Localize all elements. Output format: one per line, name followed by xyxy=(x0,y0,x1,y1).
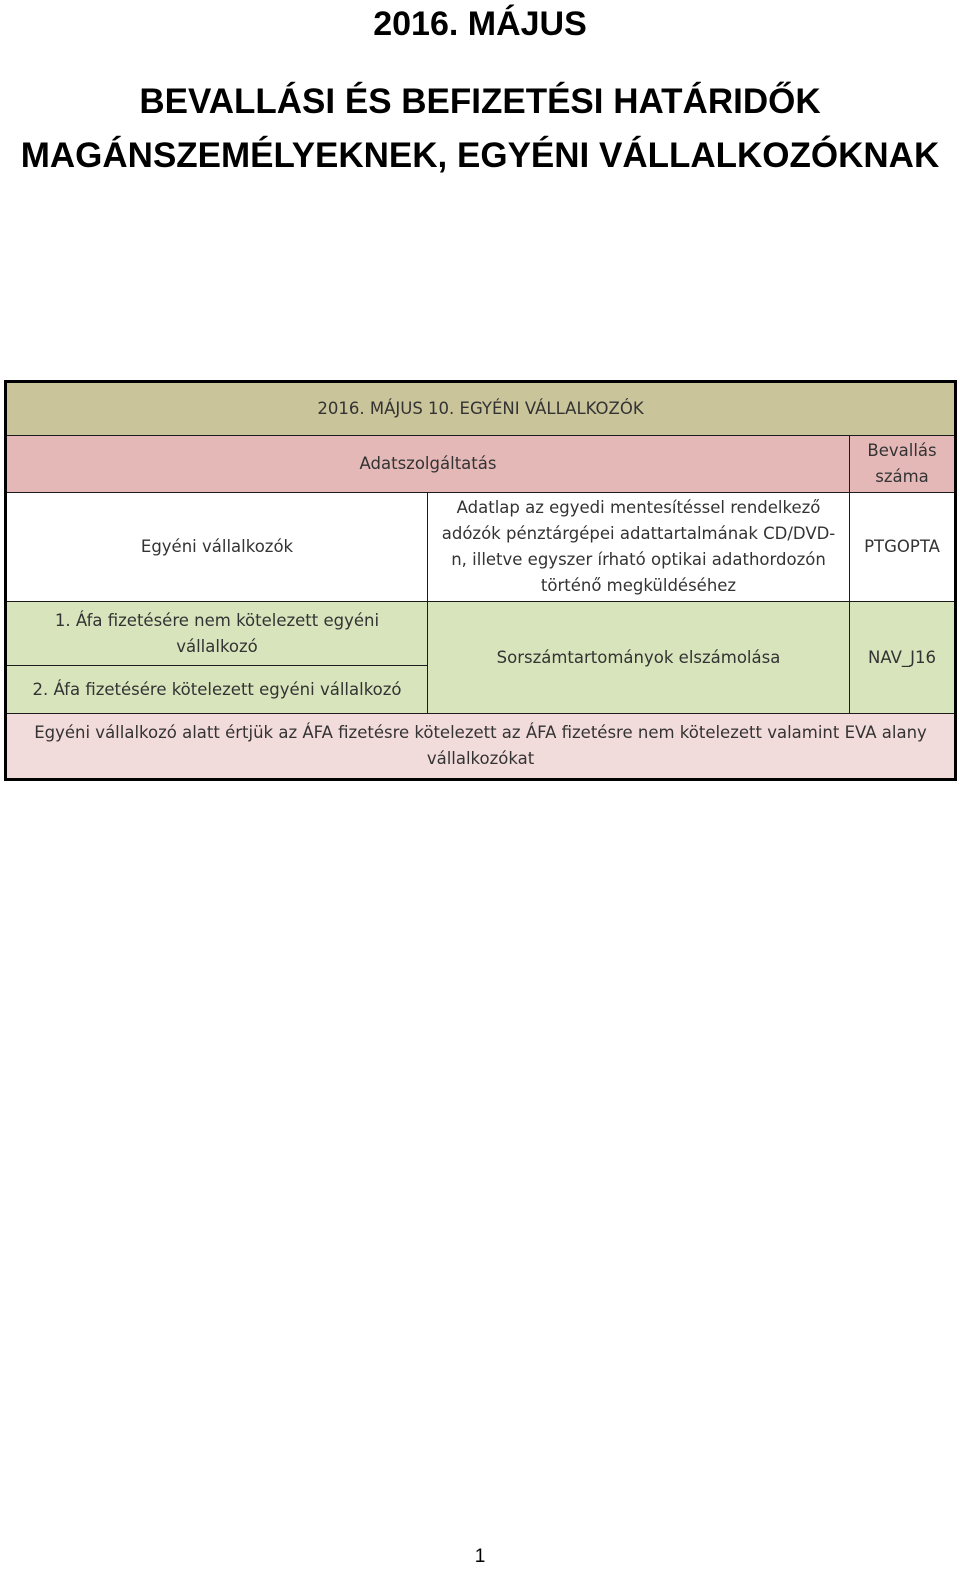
page-title-line-2: MAGÁNSZEMÉLYEKNEK, EGYÉNI VÁLLALKOZÓKNAK xyxy=(20,136,940,175)
table-row xyxy=(6,602,956,666)
deadline-table xyxy=(4,380,957,781)
table-title: 2016. MÁJUS 10. EGYÉNI VÁLLALKOZÓK xyxy=(6,382,956,436)
page-title-line-1: BEVALLÁSI ÉS BEFIZETÉSI HATÁRIDŐK xyxy=(139,82,821,121)
taxpayer-cell: 2. Áfa fizetésére kötelezett egyéni vállalkozó xyxy=(6,666,428,714)
table-title-row xyxy=(6,382,956,436)
description-cell: Adatlap az egyedi mentesítéssel rendelkező adózók pénztárgépei adattartalmának CD/DVD-n, illetve egyszer írható optikai adathordozón történő megküldéséhez xyxy=(428,493,850,602)
taxpayer-cell: Egyéni vállalkozók xyxy=(6,493,428,602)
form-number-cell: NAV_J16 xyxy=(850,602,956,714)
table-row xyxy=(6,493,956,602)
header-service: Adatszolgáltatás xyxy=(6,436,850,493)
page-number: 1 xyxy=(474,1546,486,1567)
taxpayer-cell: 1. Áfa fizetésére nem kötelezett egyéni vállalkozó xyxy=(6,602,428,666)
table-note: Egyéni vállalkozó alatt értjük az ÁFA fizetésre kötelezett az ÁFA fizetésre nem kötelezett valamint EVA alany vállalkozókat xyxy=(6,714,956,780)
page-date-heading: 2016. MÁJUS xyxy=(373,5,587,43)
header-form-number: Bevallás száma xyxy=(850,436,956,493)
table-note-row xyxy=(6,714,956,780)
table-header-row xyxy=(6,436,956,493)
description-cell: Sorszámtartományok elszámolása xyxy=(428,602,850,714)
form-number-cell: PTGOPTA xyxy=(850,493,956,602)
